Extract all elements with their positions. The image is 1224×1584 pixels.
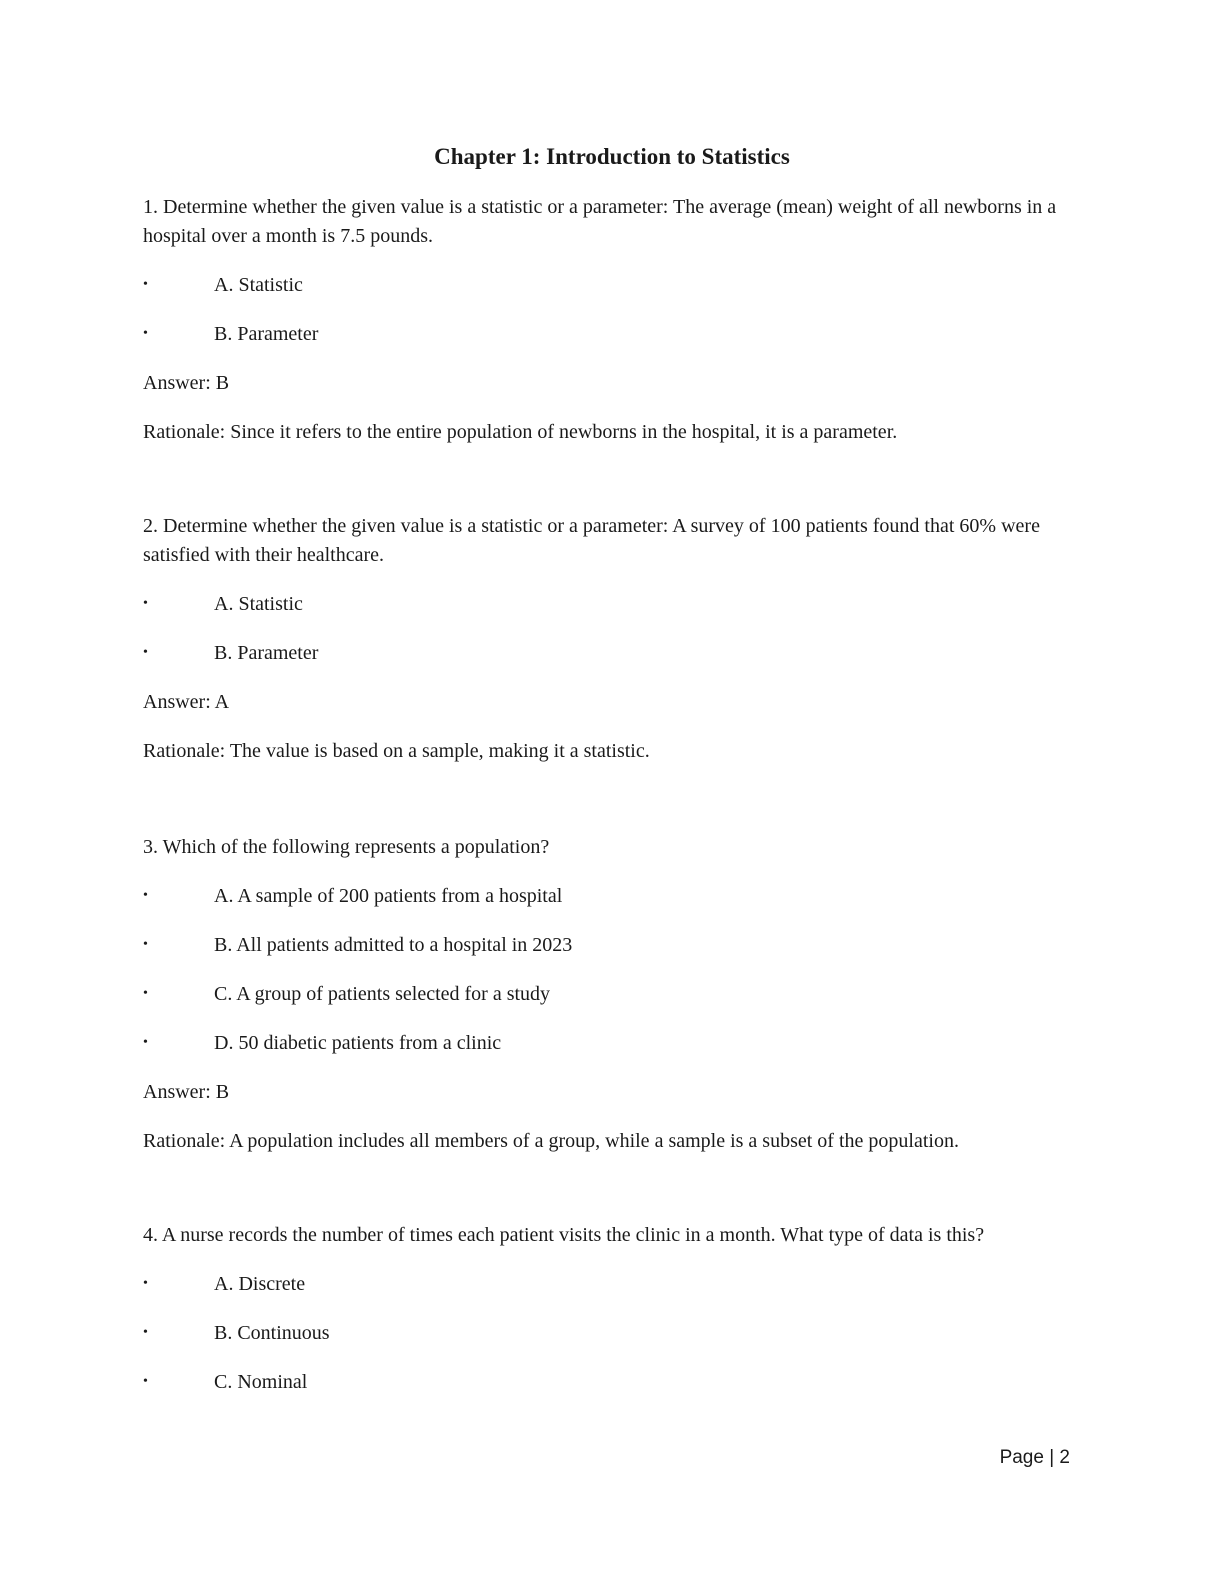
question-text: 1. Determine whether the given value is a statistic or a parameter: The average (mean) weight of all newborns in a hospital over a month is 7.5 pounds.	[143, 196, 1057, 247]
question-3	[143, 833, 1083, 1156]
option-label: A. Discrete	[214, 1273, 306, 1295]
answer-line	[143, 368, 1083, 398]
option-label: A. Statistic	[214, 274, 303, 296]
option-label: B. Parameter	[214, 323, 319, 345]
option-item	[143, 881, 1083, 911]
question-4	[143, 1221, 1083, 1397]
answer-value: B	[215, 372, 230, 394]
option-item	[143, 1367, 1083, 1397]
rationale-line	[143, 1126, 1083, 1156]
bullet-icon: •	[143, 277, 148, 292]
option-item	[143, 1318, 1083, 1348]
option-label: B. Continuous	[214, 1322, 330, 1344]
option-item	[143, 319, 1083, 349]
page-number: Page | 2	[999, 1447, 1070, 1468]
answer-line	[143, 1077, 1083, 1107]
bullet-icon: •	[143, 1035, 148, 1050]
answer-value: B	[215, 1081, 230, 1103]
answer-value: A	[214, 691, 230, 713]
question-text: 3. Which of the following represents a population?	[143, 836, 550, 858]
bullet-icon: •	[143, 986, 148, 1001]
bullet-icon: •	[143, 596, 148, 611]
option-item	[143, 270, 1083, 300]
rationale-line	[143, 417, 1083, 447]
question-2	[143, 512, 1083, 766]
rationale-text: Since it refers to the entire population of newborns in the hospital, it is a parameter.	[230, 421, 898, 443]
option-item	[143, 589, 1083, 619]
bullet-icon: •	[143, 888, 148, 903]
answer-prefix: Answer:	[143, 372, 216, 394]
option-item	[143, 638, 1083, 668]
rationale-prefix: Rationale:	[143, 421, 231, 443]
option-item	[143, 979, 1083, 1009]
option-label: A. Statistic	[214, 593, 303, 615]
option-label: C. A group of patients selected for a study	[214, 983, 551, 1005]
bullet-icon: •	[143, 326, 148, 341]
option-label: C. Nominal	[214, 1371, 308, 1393]
bullet-icon: •	[143, 1276, 148, 1291]
option-item	[143, 1028, 1083, 1058]
option-label: B. All patients admitted to a hospital in 2023	[214, 934, 573, 956]
rationale-prefix: Rationale:	[143, 1130, 230, 1152]
question-text: 2. Determine whether the given value is a statistic or a parameter: A survey of 100 patients found that 60% were satisfied with their healthcare.	[143, 515, 1040, 566]
option-item	[143, 1269, 1083, 1299]
rationale-prefix: Rationale:	[143, 740, 230, 762]
rationale-text: A population includes all members of a group, while a sample is a subset of the population.	[229, 1130, 959, 1152]
answer-line	[143, 687, 1083, 717]
bullet-icon: •	[143, 1325, 148, 1340]
option-label: A. A sample of 200 patients from a hospital	[214, 885, 563, 907]
bullet-icon: •	[143, 937, 148, 952]
page-title: Chapter 1: Introduction to Statistics	[434, 144, 790, 169]
question-text: 4. A nurse records the number of times each patient visits the clinic in a month. What type of data is this?	[143, 1224, 985, 1246]
option-label: D. 50 diabetic patients from a clinic	[214, 1032, 502, 1054]
option-item	[143, 930, 1083, 960]
answer-prefix: Answer:	[143, 1081, 216, 1103]
bullet-icon: •	[143, 1374, 148, 1389]
rationale-text: The value is based on a sample, making it a statistic.	[229, 740, 650, 762]
question-1	[143, 193, 1083, 447]
rationale-line	[143, 736, 1083, 766]
option-label: B. Parameter	[214, 642, 319, 664]
bullet-icon: •	[143, 645, 148, 660]
answer-prefix: Answer:	[143, 691, 215, 713]
